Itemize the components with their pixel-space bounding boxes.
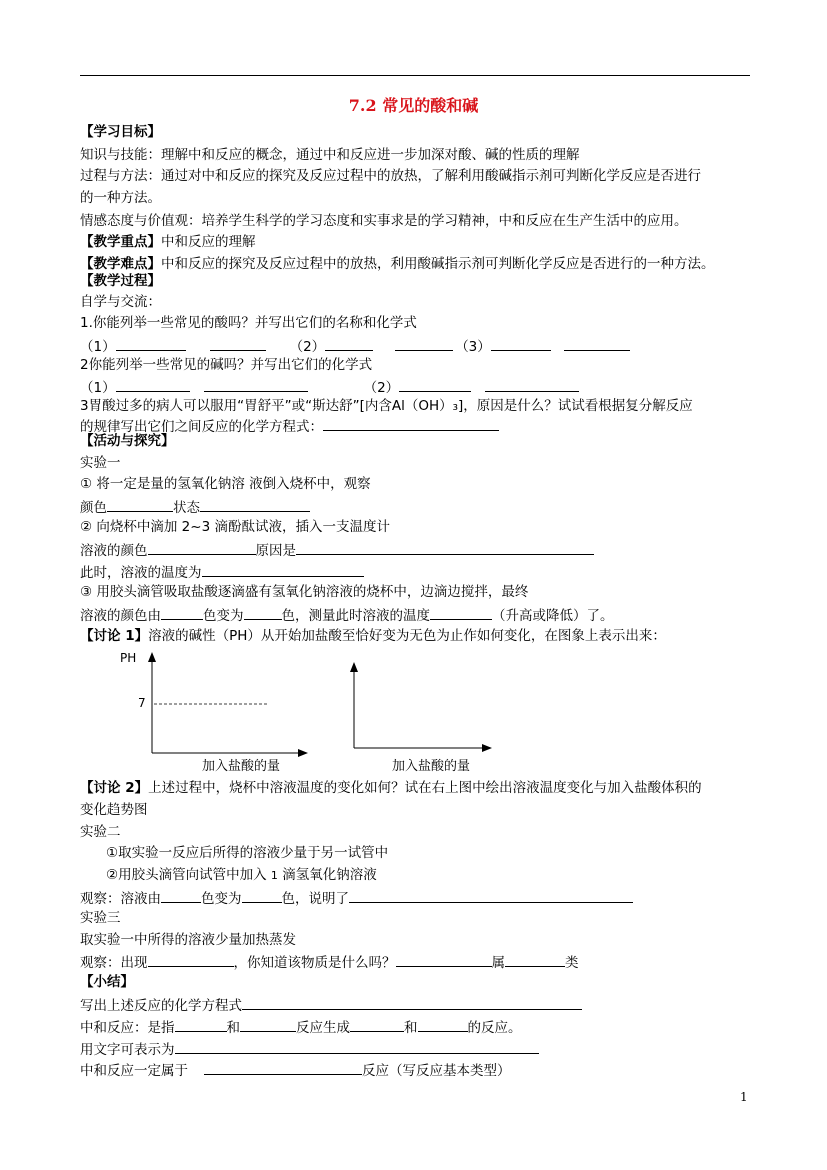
answer-blank[interactable]	[240, 1017, 296, 1032]
answer-blank[interactable]	[242, 888, 282, 903]
question-1-blanks	[80, 336, 630, 356]
summary-words	[80, 1039, 539, 1059]
blank-label: （3）	[455, 339, 491, 355]
discussion-1	[80, 627, 666, 645]
experiment-1-temp	[80, 562, 364, 582]
blank-label: 类	[565, 955, 579, 971]
blank-label: （升高或降低）了。	[492, 608, 614, 624]
y-axis-label: PH	[120, 651, 137, 665]
experiment-2-observe	[80, 888, 633, 908]
step-text: ②用胶头滴管向试管中加入	[106, 867, 271, 883]
objective-knowledge: 知识与技能：理解中和反应的概念，通过中和反应进一步加深对酸、碱的性质的理解	[80, 147, 580, 163]
x-axis-label-right: 加入盐酸的量	[392, 759, 471, 774]
answer-blank[interactable]	[161, 888, 201, 903]
blank-label: 写出上述反应的化学方程式	[80, 998, 242, 1014]
answer-blank[interactable]	[323, 416, 499, 431]
blank-label: 此时，溶液的温度为	[80, 565, 202, 581]
question-1: 1.你能列举一些常见的酸吗？并写出它们的名称和化学式	[80, 315, 417, 331]
ph-graph-left	[120, 651, 308, 774]
answer-blank[interactable]	[175, 1017, 227, 1032]
answer-blank[interactable]	[242, 995, 582, 1010]
blank-label: 的反应。	[467, 1020, 522, 1036]
discussion-2	[80, 779, 702, 797]
answer-blank[interactable]	[505, 952, 565, 967]
blank-label: 反应生成	[296, 1020, 350, 1036]
step-text: 滴氢氧化钠溶液	[277, 867, 377, 883]
answer-blank[interactable]	[200, 497, 310, 512]
blank-label: 溶液的颜色	[80, 543, 148, 559]
answer-blank[interactable]	[116, 377, 190, 392]
answer-blank[interactable]	[210, 336, 266, 351]
question-3: 3胃酸过多的病人可以服用“胃舒平”或“斯达舒”[内含Al（OH）₃]，原因是什么？试试看根据复分解反应	[80, 398, 693, 414]
blank-label: （2）	[289, 339, 326, 355]
blank-label: 色，说明了	[281, 891, 349, 907]
header-rule	[80, 75, 750, 76]
answer-blank[interactable]	[244, 605, 282, 620]
key-point-text: 中和反应的理解	[161, 234, 256, 250]
answer-blank[interactable]	[349, 888, 633, 903]
blank-label: 颜色	[80, 500, 107, 516]
experiment-1-step-1: ① 将一定是量的氢氧化钠溶 液倒入烧杯中，观察	[80, 476, 371, 492]
difficulty-heading: 【教学难点】	[80, 256, 161, 272]
self-study-heading: 自学与交流：	[80, 294, 161, 310]
answer-blank[interactable]	[430, 605, 492, 620]
answer-blank[interactable]	[418, 1017, 468, 1032]
blank-label: 属	[491, 955, 505, 971]
answer-blank[interactable]	[396, 952, 492, 967]
experiment-3-heading: 实验三	[80, 910, 121, 926]
answer-blank[interactable]	[204, 1060, 362, 1075]
question-2-blanks	[80, 377, 579, 397]
blank-label: 原因是	[255, 543, 296, 559]
summary-definition	[80, 1017, 522, 1037]
experiment-1-result	[80, 605, 614, 625]
answer-blank[interactable]	[564, 336, 630, 351]
objective-process-cont: 的一种方法。	[80, 190, 161, 206]
key-point-line	[80, 233, 256, 251]
objective-attitude: 情感态度与价值观：培养学生科学的学习态度和实事求是的学习精神，中和反应在生产生活中的应用。	[80, 213, 688, 229]
difficulty-text: 中和反应的探究及反应过程中的放热，利用酸碱指示剂可判断化学反应是否进行的一种方法。	[161, 256, 715, 272]
blank-label: 和	[404, 1020, 418, 1036]
blank-label: 和	[226, 1020, 240, 1036]
page-number: 1	[740, 1090, 748, 1104]
section-process: 【教学过程】	[80, 273, 161, 289]
discussion-2-heading: 【讨论 2】	[80, 780, 149, 796]
experiment-1-observe	[80, 497, 310, 517]
discussion-1-heading: 【讨论 1】	[80, 628, 149, 644]
experiment-1-color	[80, 540, 594, 560]
experiment-3-observe	[80, 952, 579, 972]
experiment-3-step: 取实验一中所得的溶液少量加热蒸发	[80, 932, 296, 948]
blank-label: 用文字可表示为	[80, 1042, 175, 1058]
difficulty-line	[80, 255, 715, 273]
key-point-heading: 【教学重点】	[80, 234, 161, 250]
summary-type	[80, 1060, 511, 1080]
blank-label: 色变为	[203, 608, 244, 624]
blank-label: ，你知道该物质是什么吗？	[233, 955, 396, 971]
ph-7-label: 7	[138, 696, 146, 710]
section-objectives: 【学习目标】	[80, 124, 161, 140]
answer-blank[interactable]	[161, 605, 203, 620]
blank-label: （2）	[363, 380, 400, 396]
drop-count: 1	[270, 869, 278, 882]
answer-blank[interactable]	[175, 1039, 539, 1054]
temperature-graph-right	[350, 662, 492, 774]
discussion-2-cont: 变化趋势图	[80, 802, 148, 818]
answer-blank[interactable]	[296, 540, 594, 555]
blank-label: （1）	[80, 380, 116, 396]
blank-label: 中和反应一定属于	[80, 1063, 188, 1079]
experiment-1-step-2: ② 向烧杯中滴加 2~3 滴酚酞试液，插入一支温度计	[80, 519, 390, 535]
blank-label: 状态	[173, 500, 200, 516]
blank-label: 观察：出现	[80, 955, 148, 971]
question-3-text: 的规律写出它们之间反应的化学方程式：	[80, 419, 323, 435]
blank-label: 溶液的颜色由	[80, 608, 161, 624]
answer-blank[interactable]	[350, 1017, 404, 1032]
blank-label: （1）	[80, 339, 116, 355]
discussion-2-text: 上述过程中，烧杯中溶液温度的变化如何？试在右上图中绘出溶液温度变化与加入盐酸体积的	[148, 780, 702, 796]
blank-label: 色，测量此时溶液的温度	[281, 608, 430, 624]
page-title: 7.2 常见的酸和碱	[348, 96, 479, 115]
answer-blank[interactable]	[204, 377, 308, 392]
experiment-2-step-1: ①取实验一反应后所得的溶液少量于另一试管中	[106, 845, 389, 861]
x-axis-label-left: 加入盐酸的量	[202, 759, 281, 774]
answer-blank[interactable]	[107, 497, 173, 512]
answer-blank[interactable]	[202, 562, 364, 577]
answer-blank[interactable]	[116, 336, 186, 351]
section-activity: 【活动与探究】	[80, 433, 175, 449]
experiment-1-step-3: ③ 用胶头滴管吸取盐酸逐滴盛有氢氧化钠溶液的烧杯中，边滴边搅拌，最终	[80, 584, 529, 600]
answer-blank[interactable]	[491, 336, 551, 351]
answer-blank[interactable]	[148, 540, 256, 555]
blank-label: 色变为	[201, 891, 242, 907]
summary-equation	[80, 995, 582, 1015]
blank-label: 反应（写反应基本类型）	[362, 1063, 511, 1079]
objective-process: 过程与方法：通过对中和反应的探究及反应过程中的放热，了解利用酸碱指示剂可判断化学反应是否进行	[80, 168, 701, 184]
answer-blank[interactable]	[325, 336, 373, 351]
experiment-1-heading: 实验一	[80, 455, 121, 471]
answer-blank[interactable]	[399, 377, 471, 392]
blank-label: 中和反应：是指	[80, 1020, 175, 1036]
experiment-2-step-2	[106, 866, 377, 885]
ph-graphs	[110, 648, 510, 778]
answer-blank[interactable]	[395, 336, 453, 351]
section-summary: 【小结】	[80, 974, 134, 990]
question-2: 2你能列举一些常见的碱吗？并写出它们的化学式	[80, 357, 373, 373]
answer-blank[interactable]	[148, 952, 234, 967]
discussion-1-text: 溶液的碱性（PH）从开始加盐酸至恰好变为无色为止作如何变化，在图象上表示出来：	[148, 628, 666, 644]
answer-blank[interactable]	[485, 377, 579, 392]
experiment-2-heading: 实验二	[80, 824, 121, 840]
blank-label: 观察：溶液由	[80, 891, 161, 907]
